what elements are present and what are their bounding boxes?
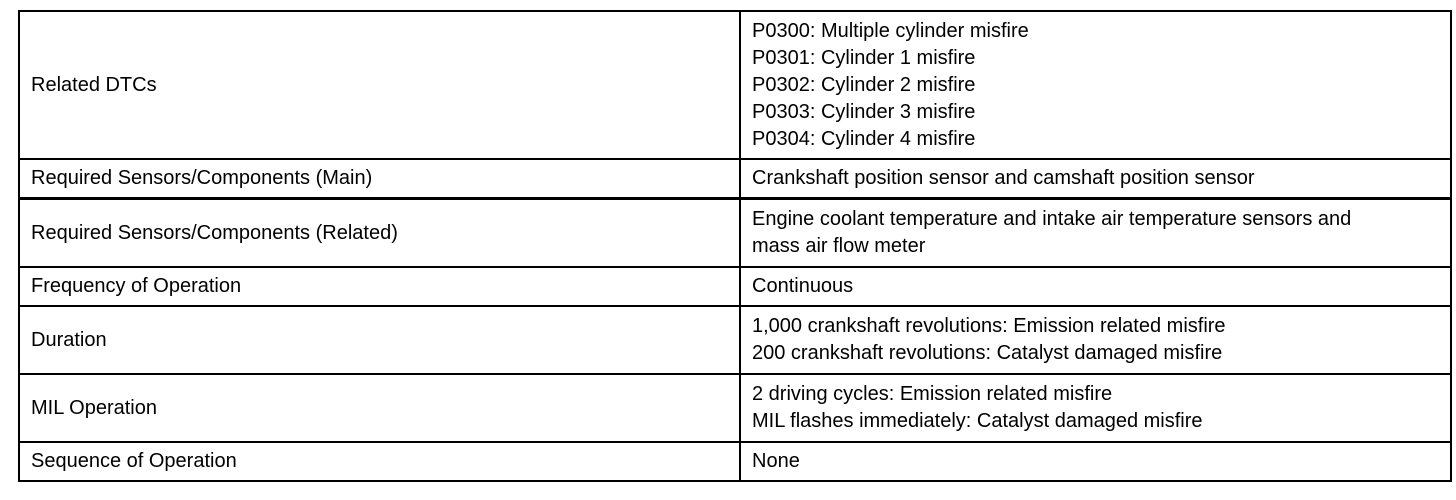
label-text: Related DTCs xyxy=(31,73,157,96)
table-row xyxy=(19,442,1451,481)
row-value xyxy=(740,11,1451,159)
table-row xyxy=(19,159,1451,199)
row-label xyxy=(19,267,740,306)
table-row xyxy=(19,267,1451,306)
row-label xyxy=(19,11,740,159)
value-line: P0302: Cylinder 2 misfire xyxy=(752,73,976,96)
monitor-spec-table xyxy=(18,10,1452,482)
value-line: Continuous xyxy=(752,275,854,297)
label-text: Sequence of Operation xyxy=(31,450,237,472)
table-row xyxy=(19,199,1451,268)
value-line: 200 crankshaft revolutions: Catalyst damaged misfire xyxy=(752,342,1223,364)
row-value xyxy=(740,374,1451,442)
row-value xyxy=(740,159,1451,199)
value-line: P0301: Cylinder 1 misfire xyxy=(752,46,976,69)
value-line: 2 driving cycles: Emission related misfire xyxy=(752,383,1113,405)
row-label xyxy=(19,374,740,442)
row-label xyxy=(19,306,740,374)
table-row xyxy=(19,11,1451,159)
label-text: MIL Operation xyxy=(31,396,157,419)
row-value xyxy=(740,267,1451,306)
row-value xyxy=(740,306,1451,374)
label-text: Required Sensors/Components (Related) xyxy=(31,221,398,244)
row-value xyxy=(740,442,1451,481)
value-line: None xyxy=(752,450,800,472)
label-text: Required Sensors/Components (Main) xyxy=(31,167,373,189)
value-line: Engine coolant temperature and intake air temperature sensors and xyxy=(752,208,1352,230)
label-text: Duration xyxy=(31,328,107,351)
value-line: Crankshaft position sensor and camshaft position sensor xyxy=(752,167,1255,189)
value-line: mass air flow meter xyxy=(752,235,926,257)
value-line: MIL flashes immediately: Catalyst damaged misfire xyxy=(752,410,1203,432)
value-line: P0304: Cylinder 4 misfire xyxy=(752,127,976,150)
value-line: 1,000 crankshaft revolutions: Emission related misfire xyxy=(752,315,1226,337)
row-label xyxy=(19,199,740,268)
value-line: P0303: Cylinder 3 misfire xyxy=(752,100,976,123)
label-text: Frequency of Operation xyxy=(31,275,242,297)
table-row xyxy=(19,306,1451,374)
value-line: P0300: Multiple cylinder misfire xyxy=(752,19,1029,42)
row-label xyxy=(19,159,740,199)
table-row xyxy=(19,374,1451,442)
row-value xyxy=(740,199,1451,268)
row-label xyxy=(19,442,740,481)
